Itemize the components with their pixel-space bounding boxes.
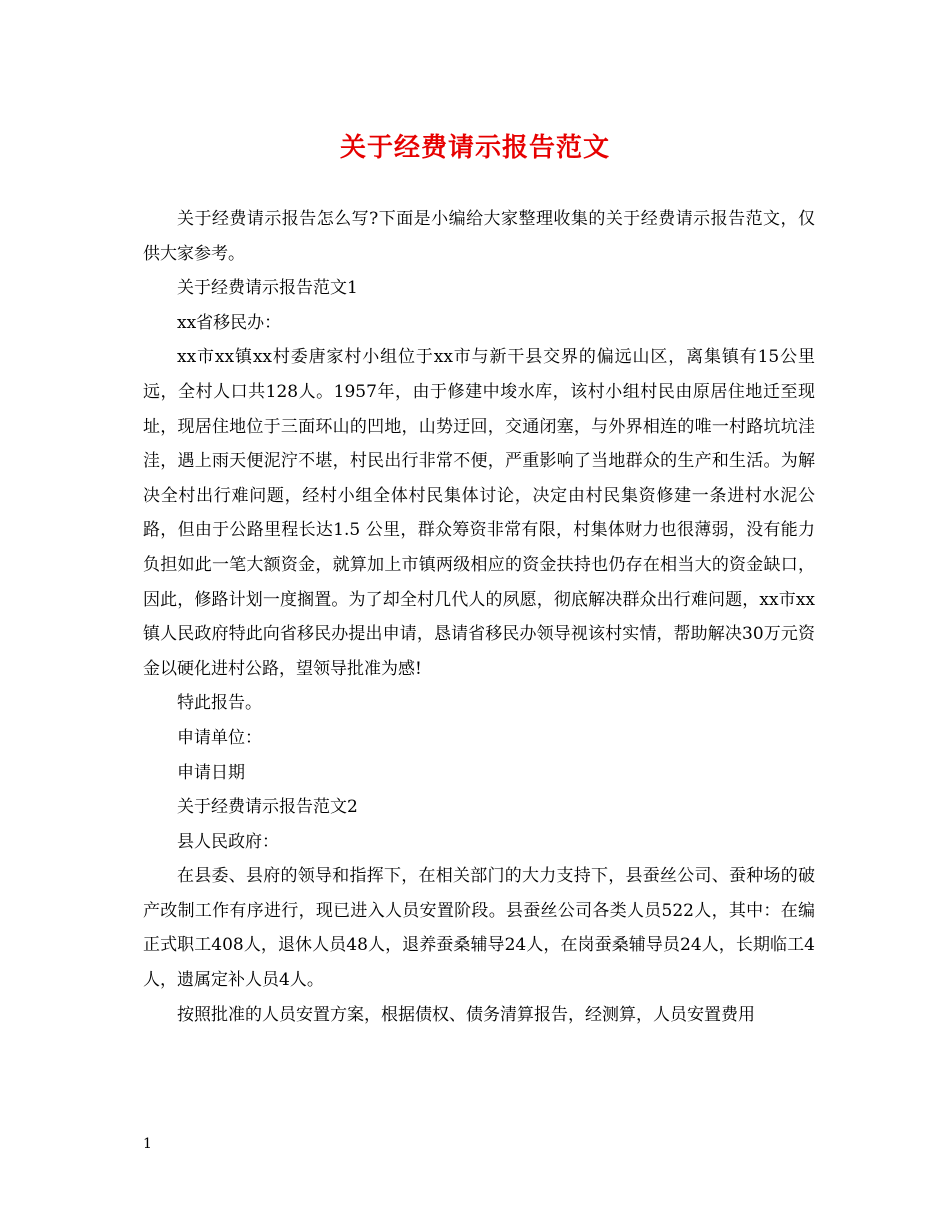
paragraph: 关于经费请示报告范文1 [177, 278, 358, 299]
document-title: 关于经费请示报告范文 [339, 133, 610, 163]
paragraph: 申请单位： [177, 727, 262, 748]
paragraph: xx省移民办： [177, 312, 282, 333]
paragraph: 申请日期 [177, 762, 245, 783]
paragraph: xx市xx镇xx村委唐家村小组位于xx市与新干县交界的偏远山区，离集镇有15公里远，全村人口共128人。1957年，由于修建中埈水库，该村小组村民由原居住地迁至现址，现居住地位于三面环山的凹地，山势迂回，交通闭塞，与外界相连的唯一村路坑坑洼洼，遇上雨天便泥泞不堪，村民出行非常不便，严重影响了当地群众的生产和生活。为解决全村出行难问题，经村小组全体村民集体讨论，决定由村民集资修建一条进村水泥公路，但由于公路里程长达1.5 公里，群众筹资非常有限，村集体财力也很薄弱，没有能力负担如此一笔大额资金，就算加上市镇两级相应的资金扶持也仍存在相当大的资金缺口，因此，修路计划一度搁置。为了却全村几代人的夙愿，彻底解决群众出行难问题，xx市xx镇人民政府特此向省移民办提出申请，恳请省移民办领导视该村实情，帮助解决30万元资金以硬化进村公路，望领导批准为感! [143, 347, 815, 679]
paragraph: 关于经费请示报告怎么写?下面是小编给大家整理收集的关于经费请示报告范文，仅供大家参考。 [143, 209, 815, 264]
paragraph: 县人民政府： [177, 831, 279, 852]
paragraph: 按照批准的人员安置方案，根据债权、债务清算报告，经测算，人员安置费用 [177, 1004, 755, 1025]
document-body [143, 202, 815, 1032]
paragraph: 特此报告。 [177, 693, 262, 714]
paragraph: 在县委、县府的领导和指挥下，在相关部门的大力支持下，县蚕丝公司、蚕种场的破产改制工作有序进行，现已进入人员安置阶段。县蚕丝公司各类人员522人，其中：在编正式职工408人，退休人员48人，退养蚕桑辅导24人，在岗蚕桑辅导员24人，长期临工4人，遗属定补人员4人。 [143, 866, 815, 991]
page-number: 1 [143, 1136, 152, 1152]
paragraph: 关于经费请示报告范文2 [177, 797, 358, 818]
